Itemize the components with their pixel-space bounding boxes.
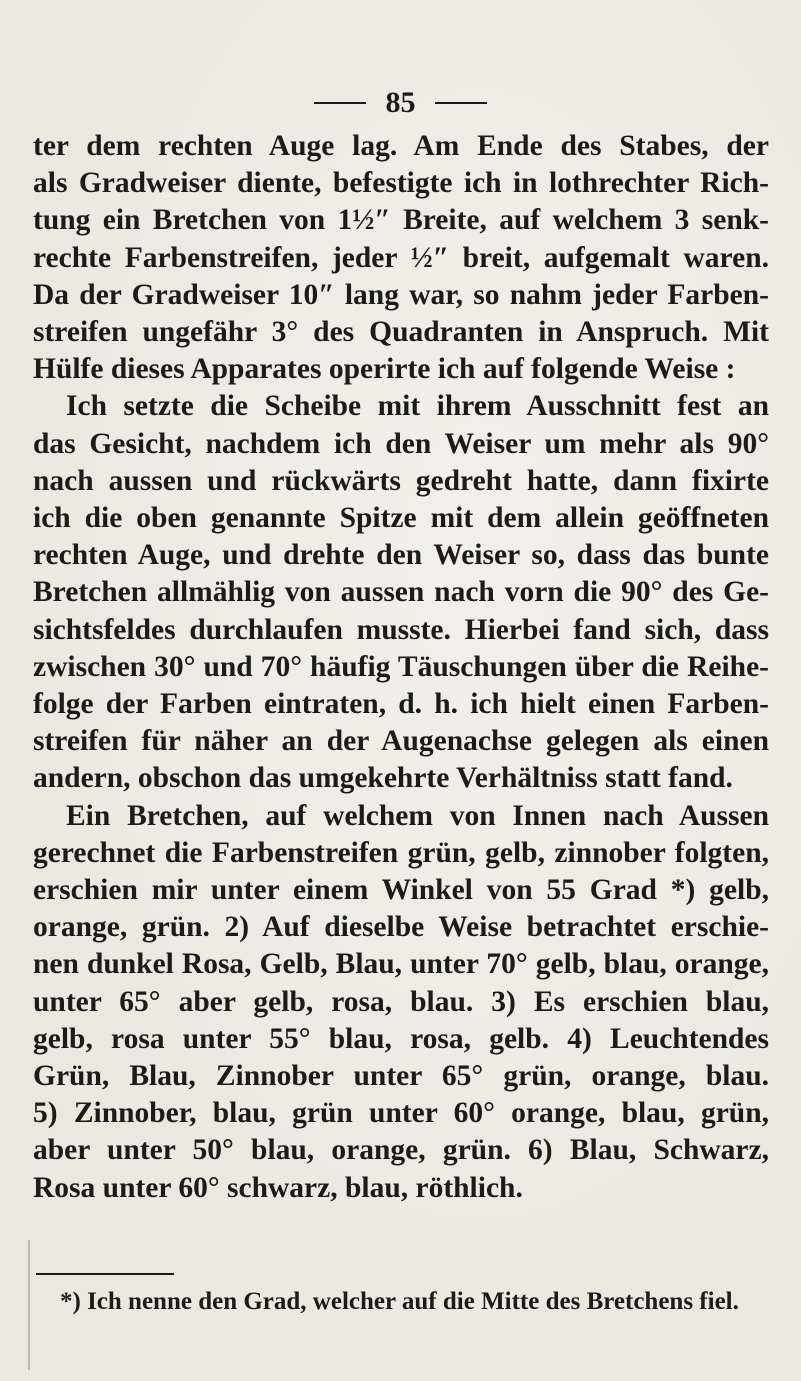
text-line: gelb, rosa unter 55° blau, rosa, gelb. 4) Leuchtendes [33, 1022, 769, 1055]
text-line: rechten Auge, und drehte den Weiser so, dass das bunte [33, 539, 769, 572]
text-line: Grün, Blau, Zinnober unter 65° grün, orange, blau. [33, 1060, 769, 1093]
text-line: folge der Farben eintraten, d. h. ich hielt einen Farben- [33, 688, 769, 721]
header-rule-right [435, 102, 487, 104]
text-line: nach aussen und rückwärts gedreht hatte, dann fixirte [33, 464, 769, 497]
text-line: das Gesicht, nachdem ich den Weiser um mehr als 90° [33, 427, 769, 460]
text-line: rechte Farbenstreifen, jeder ½″ breit, aufgemalt waren. [33, 241, 769, 274]
page-header [0, 84, 801, 120]
text-line: orange, grün. 2) Auf dieselbe Weise betrachtet erschie- [33, 911, 769, 944]
footnote: *) Ich nenne den Grad, welcher auf die Mitte des Bretchens fiel. [60, 1288, 739, 1315]
text-line: als Gradweiser diente, befestigte ich in lothrechter Rich- [33, 167, 769, 200]
header-rule-left [314, 102, 366, 104]
text-line: ich die oben genannte Spitze mit dem allein geöffneten [33, 502, 769, 535]
text-line: aber unter 50° blau, orange, grün. 6) Blau, Schwarz, [33, 1134, 769, 1167]
text-line: 5) Zinnober, blau, grün unter 60° orange, blau, grün, [33, 1097, 769, 1130]
text-line: sichtsfeldes durchlaufen musste. Hierbei fand sich, dass [33, 613, 769, 646]
text-line: unter 65° aber gelb, rosa, blau. 3) Es erschien blau, [33, 985, 769, 1018]
text-line: nen dunkel Rosa, Gelb, Blau, unter 70° gelb, blau, orange, [33, 948, 769, 981]
text-line: Ich setzte die Scheibe mit ihrem Ausschnitt fest an [66, 390, 769, 423]
footnote-rule [36, 1273, 174, 1275]
text-line: Da der Gradweiser 10″ lang war, so nahm jeder Farben- [33, 278, 769, 311]
text-line: Ein Bretchen, auf welchem von Innen nach Aussen [66, 799, 769, 832]
text-line: streifen ungefähr 3° des Quadranten in Anspruch. Mit [33, 316, 769, 349]
text-line: Rosa unter 60° schwarz, blau, röthlich. [33, 1171, 523, 1204]
page-number: 85 [385, 86, 416, 120]
text-line: tung ein Bretchen von 1½″ Breite, auf welchem 3 senk- [33, 204, 769, 237]
paragraph-3 [33, 798, 769, 1207]
paragraph-2 [33, 388, 769, 797]
text-line: Bretchen allmählig von aussen nach vorn die 90° des Ge- [33, 576, 769, 609]
text-line: streifen für näher an der Augenachse gelegen als einen [33, 725, 769, 758]
text-line: ter dem rechten Auge lag. Am Ende des Stabes, der [33, 130, 769, 162]
gutter-shadow [28, 1240, 30, 1370]
body-text [33, 128, 769, 1207]
text-line: erschien mir unter einem Winkel von 55 Grad *) gelb, [33, 874, 769, 907]
text-line: Hülfe dieses Apparates operirte ich auf folgende Weise : [33, 353, 736, 386]
paragraph-1 [33, 128, 769, 388]
text-line: gerechnet die Farbenstreifen grün, gelb, zinnober folgten, [33, 836, 769, 869]
text-line: zwischen 30° und 70° häufig Täuschungen über die Reihe- [33, 650, 769, 683]
text-line: andern, obschon das umgekehrte Verhältniss statt fand. [33, 762, 733, 795]
